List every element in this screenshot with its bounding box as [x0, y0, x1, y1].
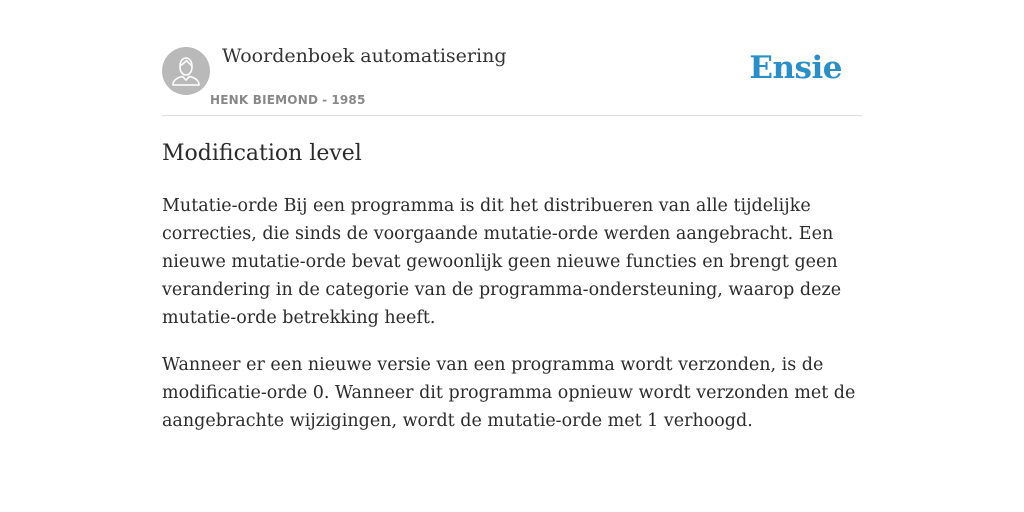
- definition-paragraph: Wanneer er een nieuwe versie van een programma wordt verzonden, is de modificatie-orde 0. Wanneer dit programma opnieuw wordt verzonden met de aangebrachte wijzigingen, wordt de mutatie-orde met 1 verhoogd.: [162, 355, 856, 431]
- author-byline: [210, 93, 366, 107]
- publication-year: 1985: [331, 93, 366, 107]
- ensie-logo[interactable]: Ensie: [749, 50, 842, 86]
- byline-separator: -: [322, 93, 328, 107]
- dictionary-title[interactable]: Woordenboek automatisering: [222, 45, 507, 67]
- user-icon[interactable]: [162, 47, 210, 95]
- entry-content: [162, 138, 862, 435]
- entry-definition: [162, 192, 862, 435]
- entry-term: Modification level: [162, 141, 362, 166]
- author-name: HENK BIEMOND: [210, 93, 319, 107]
- page-header: [162, 0, 862, 116]
- definition-paragraph: Mutatie-orde Bij een programma is dit het distribueren van alle tijdelijke correcties, die sinds de voorgaande mutatie-orde werden aangebracht. Een nieuwe mutatie-orde bevat gewoonlijk geen nieuwe functies en brengt geen verandering in de categorie van de programma-ondersteuning, waarop deze mutatie-orde betrekking heeft.: [162, 196, 842, 328]
